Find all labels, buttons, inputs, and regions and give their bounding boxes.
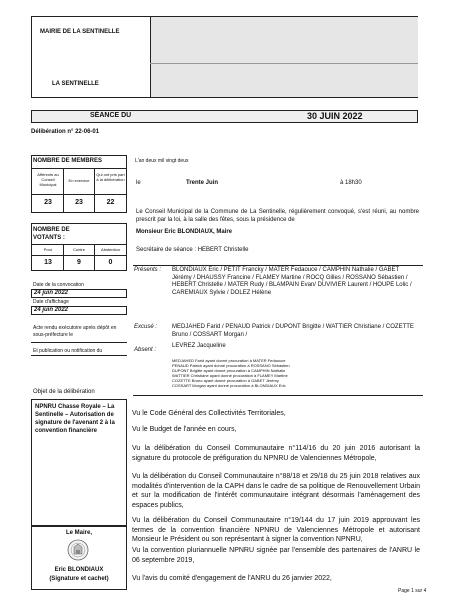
acte-label: Acte rendu exécutoire après dépôt en sous-préfecture le <box>33 325 117 338</box>
body-paragraph-2: Vu le Budget de l'année en cours, <box>132 426 237 433</box>
signature-name: Eric BLONDIAUX <box>54 567 104 573</box>
body-paragraph-4: Vu la délibération du Conseil Communautaire n°88/18 et 29/18 du 25 juin 2018 relatives aux modalités d'intervention de la CAPH dans le cadre de sa politique de Renouvellement Urbain et sur la modification de l'intérêt communautaire intégrant désormais l'aménagement des espaces publics, <box>132 473 420 509</box>
affichage-value-box <box>31 306 127 315</box>
votants-value-1: 13 <box>44 259 52 266</box>
votants-col-1: Pour <box>43 247 53 252</box>
procuration-6: COSSART Morgan ayant donné procuration à BLONDIAUX Eric <box>172 383 286 388</box>
signature-role: Le Maire, <box>65 530 92 536</box>
objet-box <box>31 399 127 526</box>
convocation-value: 24 juin 2022 <box>34 290 69 296</box>
votants-value-2: 9 <box>77 259 81 266</box>
votants-col-2: Contre <box>72 247 85 252</box>
le-label: le <box>136 180 141 186</box>
body-paragraph-7: Vu l'avis du comité d'engagement de l'ANRU du 26 janvier 2022, <box>132 575 332 582</box>
procuration-1: MEDJAHED Farid ayant donné procuration à MATER Fedaouce <box>172 358 286 363</box>
conseil-text: Le Conseil Municipal de la Commune de La Sentinelle, régulièrement convoqué, s'est réuni, au nombre prescrit par la loi, à la salle des fêtes, sous la présidence de <box>136 209 419 223</box>
membres-col-1: Afférents au Conseil Municipal <box>37 172 59 187</box>
mairie-title: MAIRIE DE LA SENTINELLE <box>40 29 120 35</box>
time-text: à 18h30 <box>340 180 362 186</box>
seance-bar <box>31 110 418 123</box>
signature-note: (Signature et cachet) <box>49 576 109 582</box>
body-paragraph-1: Vu le Code Général des Collectivités Territoriales, <box>132 410 286 417</box>
secretaire: Secrétaire de séance : HEBERT Christelle <box>136 247 249 253</box>
votants-col-3: Abstention <box>101 247 120 252</box>
day-text: Trente Juin <box>186 180 219 186</box>
page-number: Page 1 sur 4 <box>398 588 427 594</box>
excuses-text: MEDJAHED Farid / PENAUD Patrick / DUPONT Brigitte / WATTIER Christiane / COZETTE Bruno / COSSART Morgan / <box>172 324 414 338</box>
deliberation-number: Délibération n° 22-06-01 <box>31 129 100 135</box>
presents-text: BLONDIAUX Eric / PETIT Francky / MATER Fedaouce / CAMPHIN Nathalie / GABET Jérémy / DHAUSSY Francine / FLAMEY Martine / ROCQ Gilles / ROSSANO Sébastien / HEBERT Christelle / MATER Rudy / BLAMPAIN Evan/ DUVIVIER Laurent / HOUPE Lolic / CAREMIAUX Sylvie / DOLEZ Hélène <box>172 267 412 297</box>
votants-title: NOMBRE DE VOTANTS : <box>33 227 70 241</box>
publication-label: Et publication ou notification du <box>33 348 103 354</box>
header-divider <box>150 63 418 64</box>
town-seal-icon <box>67 538 89 562</box>
votants-value-3: 0 <box>108 259 113 266</box>
objet-label: Objet de la délibération <box>33 389 95 395</box>
membres-value-2: 23 <box>75 199 83 206</box>
body-paragraph-6: Vu la convention pluriannuelle NPNRU signée par l'ensemble des partenaires de l'ANRU le 06 septembre 2019, <box>132 547 420 564</box>
membres-col-2: En exercice <box>68 178 90 183</box>
president: Monsieur Eric BLONDIAUX, Maire <box>136 229 233 235</box>
seance-label: SÉANCE DU <box>90 112 132 119</box>
body-paragraph-5: Vu la délibération du Conseil Communautaire n°19/144 du 17 juin 2019 approuvant les termes de la convention financière NPNRU de Valenciennes Métropole et autorisant Monsieur le Président ou son représentant à signer la convention NPNRU, <box>132 517 420 543</box>
affichage-label: Date d'affichage <box>33 299 69 305</box>
seance-date: 30 JUIN 2022 <box>307 111 363 121</box>
procuration-4: WATTIER Christiane ayant donné procuration à FLAMEY Martine <box>172 373 288 378</box>
body-paragraph-3: Vu la délibération du Conseil Communautaire n°114/16 du 20 juin 2016 autorisant la signature du protocole de préfiguration du NPNRU de Valenciennes Métropole, <box>132 445 420 462</box>
procuration-3: DUPONT Brigitte ayant donné procuration à CAMPHIN Nathalie <box>172 368 286 373</box>
membres-table <box>31 155 127 213</box>
signature-box <box>31 526 127 590</box>
absent-text: LEVREZ Jacqueline <box>172 343 226 349</box>
membres-title: NOMBRE DE MEMBRES <box>33 158 103 164</box>
city-name: LA SENTINELLE <box>52 81 99 87</box>
year-line: L'an deux mil vingt deux <box>135 158 189 164</box>
absent-label: Absent : <box>134 347 157 353</box>
excuses-label: Excusé : <box>134 324 158 330</box>
affichage-value: 24 juin 2022 <box>34 307 69 313</box>
header-box <box>31 16 418 98</box>
convocation-label: Date de la convocation <box>33 282 84 288</box>
membres-value-1: 23 <box>44 199 52 206</box>
objet-text: NPNRU Chasse Royale – La Sentinelle – Autorisation de signature de l'avenant 2 à la convention financière <box>35 404 115 434</box>
procuration-2: PENAUD Patrick ayant donné procuration à ROSSANO Sébastien <box>172 363 290 368</box>
procuration-5: COZETTE Bruno ayant donné procuration à GABET Jérémy <box>172 378 279 383</box>
presents-label: Présents : <box>134 267 162 273</box>
votants-table <box>31 223 127 271</box>
membres-value-3: 22 <box>106 199 115 206</box>
membres-col-3: Qui ont pris part à la délibération <box>96 172 125 182</box>
convocation-value-box <box>31 289 127 298</box>
header-right-panel <box>150 17 418 97</box>
